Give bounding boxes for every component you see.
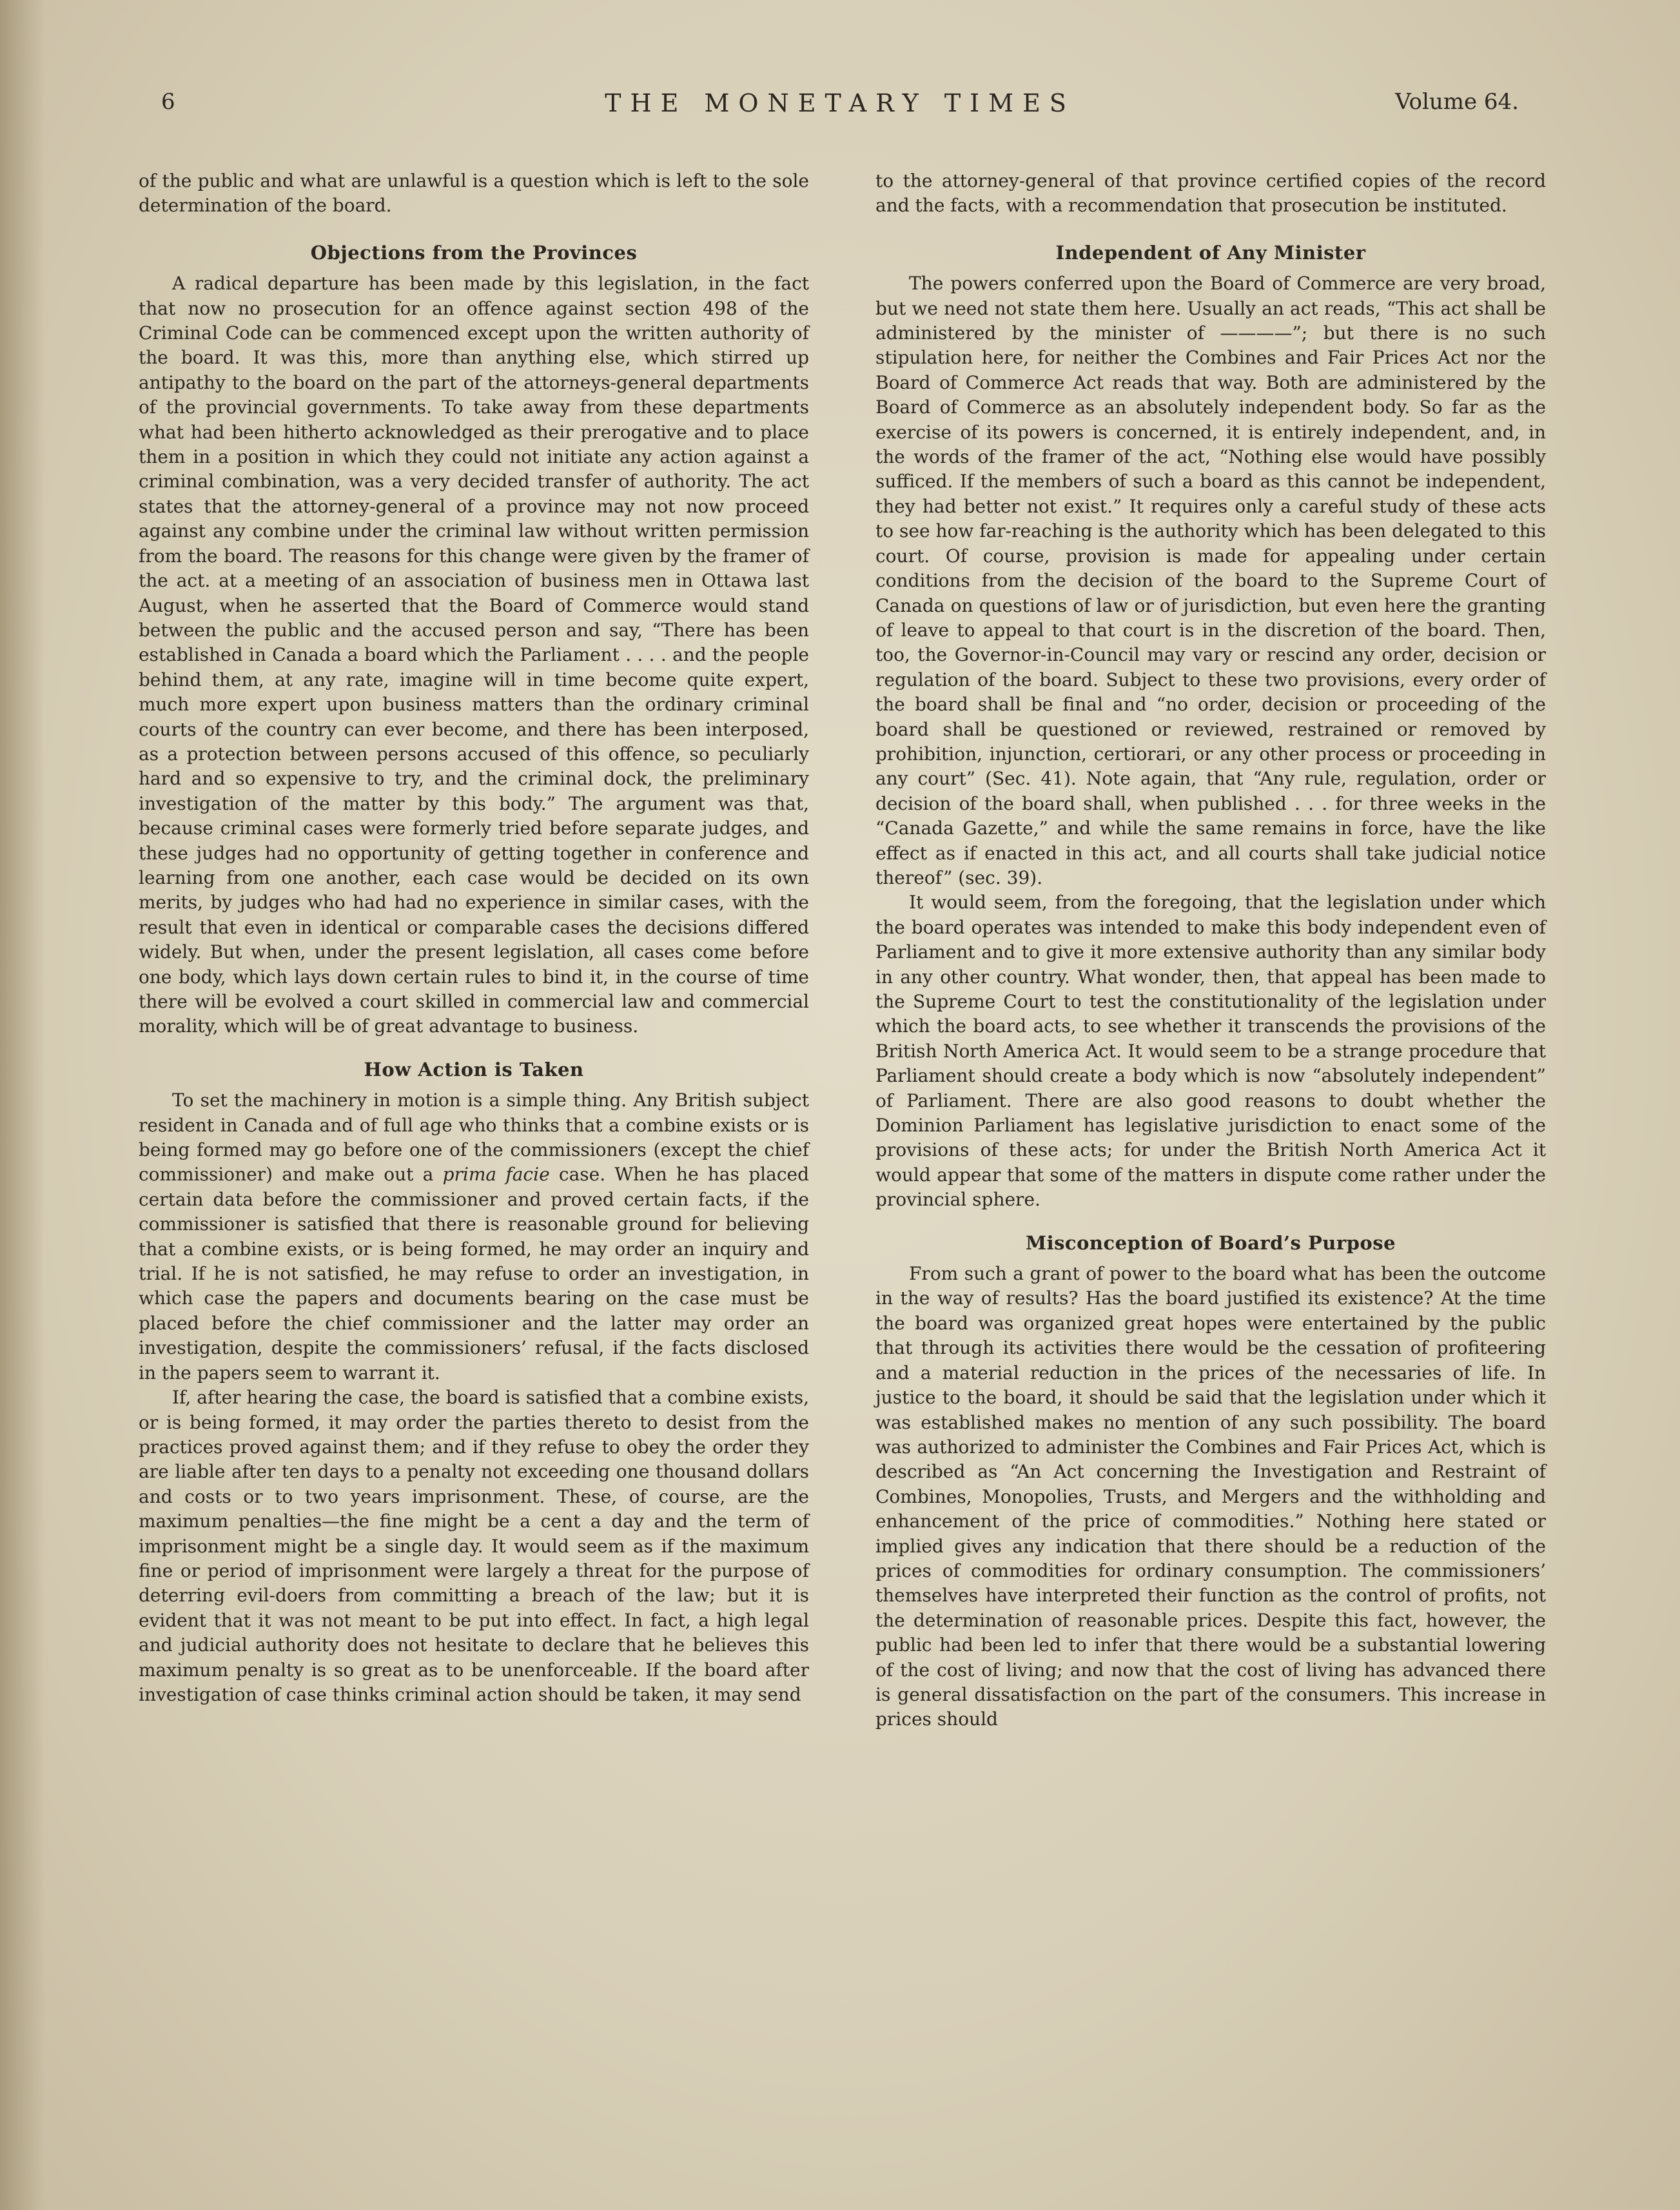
page-header — [161, 89, 1519, 128]
binding-shadow — [0, 0, 45, 2210]
paragraph: of the public and what are unlawful is a question which is left to the sole determination of the board. — [139, 170, 809, 217]
left-column — [139, 169, 809, 1707]
paragraph: If, after hearing the case, the board is satisfied that a combine exists, or is being formed, it may order the parties thereto to desist from the practices proved against them; and if they refuse to obey the order they are liable after ten days to a penalty not exceeding one thousand dollars and costs or to two years imprisonment. These, of course, are the maximum penalties—the fine might be a cent a day and the term of imprisonment might be a single day. It would seem as if the maximum fine or period of imprisonment were largely a threat for the purpose of deterring evil-doers from committing a breach of the law; but it is evident that it was not meant to be put into effect. In fact, a high legal and judicial authority does not hesitate to declare that he believes this maximum penalty is so great as to be unenforceable. If the board after investigation of case thinks criminal action should be taken, it may send — [139, 1387, 809, 1705]
running-title: THE MONETARY TIMES — [605, 89, 1075, 117]
paragraph-text: case. When he has placed certain data before the commissioner and proved certain facts, if the commissioner is satisfied that there is reasonable ground for believing that a combine exists, or is being formed, he may order an inquiry and trial. If he is not satisfied, he may refuse to order an investigation, in which case the papers and documents bearing on the case must be placed before the chief commissioner and the latter may order an investigation, despite the commissioners’ refusal, if the facts disclosed in the papers seem to warrant it. — [139, 1164, 809, 1384]
paragraph — [139, 1088, 809, 1385]
section-heading: Misconception of Board’s Purpose — [1025, 1231, 1396, 1254]
paragraph: It would seem, from the foregoing, that the legislation under which the board operates was intended to make this body independent even of Parliament and to give it more extensive authority than any similar body in any other country. What wonder, then, that appeal has been made to the Supreme Court to test the constitutionality of the legislation under which the board acts, to see whether it transcends the provisions of the British North America Act. It would seem to be a strange procedure that Parliament should create a body which is now “absolutely independent” of Parliament. There are also good reasons to doubt whether the Dominion Parliament has legislative jurisdiction to enact some of the provisions of these acts; for under the British North America Act it would appear that some of the matters in dispute come rather under the provincial sphere. — [875, 892, 1546, 1211]
paragraph: From such a grant of power to the board what has been the outcome in the way of results? Has the board justified its existence? At the time the board was organized great hopes were entertained by the public that through its activities there would be the cessation of profiteering and a material reduction in the prices of the necessaries of life. In justice to the board, it should be said that the legislation under which it was established makes no mention of any such possibility. The board was authorized to administer the Combines and Fair Prices Act, which is described as “An Act concerning the Investigation and Restraint of Combines, Monopolies, Trusts, and Mergers and the withholding and enhancement of the price of commodities.” Nothing here stated or implied gives any indication that there should be a reduction of the prices of commodities for ordinary consumption. The commissioners’ themselves have interpreted their function as the control of profits, not the determination of reasonable prices. Despite this fact, however, the public had been led to infer that there would be a substantial lowering of the cost of living; and now that the cost of living has advanced there is general dissatisfaction on the part of the consumers. This increase in prices should — [875, 1263, 1546, 1730]
paragraph-text: To set the machinery in motion is a simple thing. Any British subject resident in Canada and of full age who thinks that a combine exists or is being formed may go before one of the commissioners (except the chief commissioner) and make out a — [139, 1090, 809, 1186]
paragraph: The powers conferred upon the Board of Commerce are very broad, but we need not state them here. Usually an act reads, “This act shall be administered by the minister of ————”; but there is no such stipulation here, for neither the Combines and Fair Prices Act nor the Board of Commerce Act reads that way. Both are administered by the Board of Commerce as an absolutely independent body. So far as the exercise of its powers is concerned, it is entirely independent, and, in the words of the framer of the act, “Nothing else would have possibly sufficed. If the members of such a board as this cannot be independent, they had better not exist.” It requires only a careful study of these acts to see how far-reaching is the authority which has been delegated to this court. Of course, provision is made for appealing under certain conditions from the decision of the board to the Supreme Court of Canada on questions of law or of jurisdiction, but even here the granting of leave to appeal to that court is in the discretion of the board. Then, too, the Governor-in-Council may vary or rescind any order, decision or regulation of the board. Subject to these two provisions, every order of the board shall be final and “no order, decision or proceeding of the board shall be questioned or reviewed, restrained or removed by prohibition, injunction, certiorari, or any other process or proceeding in any court” (Sec. 41). Note again, that “Any rule, regulation, order or decision of the board shall, when published . . . for three weeks in the “Canada Gazette,” and while the same remains in force, have the like effect as if enacted in this act, and all courts shall take judicial notice thereof” (sec. 39). — [875, 273, 1546, 888]
page-number: 6 — [161, 89, 175, 115]
right-column — [875, 169, 1546, 1732]
paragraph: to the attorney-general of that province certified copies of the record and the facts, with a recommendation that prosecution be instituted. — [875, 170, 1546, 217]
volume-label: Volume 64. — [1395, 89, 1519, 115]
section-heading: How Action is Taken — [364, 1058, 584, 1081]
italic-phrase: prima facie — [442, 1164, 550, 1186]
paragraph: A radical departure has been made by this legislation, in the fact that now no prosecution for an offence against section 498 of the Criminal Code can be commenced except upon the written authority of the board. It was this, more than anything else, which stirred up antipathy to the board on the part of the attorneys-general departments of the provincial governments. To take away from these departments what had been hitherto acknowledged as their prerogative and to place them in a position in which they could not initiate any action against a criminal combination, was a very decided transfer of authority. The act states that the attorney-general of a province may not now proceed against any combine under the criminal law without written permission from the board. The reasons for this change were given by the framer of the act. at a meeting of an association of business men in Ottawa last August, when he asserted that the Board of Commerce would stand between the public and the accused person and say, “There has been established in Canada a board which the Parliament . . . . and the people behind them, at any rate, imagine will in time become quite expert, much more expert upon business matters than the ordinary criminal courts of the country can ever become, and there has been interposed, as a protection between persons accused of this offence, so peculiarly hard and so expensive to try, and the criminal dock, the preliminary investigation of the matter by this body.” The argument was that, because criminal cases were formerly tried before separate judges, and these judges had no opportunity of getting together in conference and learning from one another, each case would be decided on its own merits, by judges who had had no experience in similar cases, with the result that even in identical or comparable cases the decisions differed widely. But when, under the present legislation, all cases come before one body, which lays down certain rules to bind it, in the course of time there will be evolved a court skilled in commercial law and commercial morality, which will be of great advantage to business. — [139, 273, 809, 1037]
section-heading: Objections from the Provinces — [310, 241, 638, 264]
section-heading: Independent of Any Minister — [1055, 241, 1366, 264]
